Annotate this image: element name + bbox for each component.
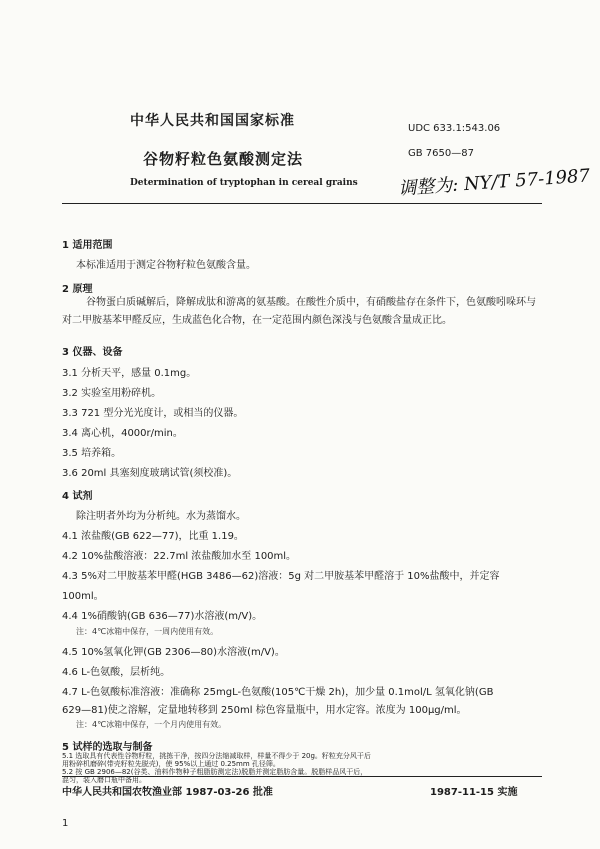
section-5-body <box>62 752 542 784</box>
section-4-title: 4 试剂 <box>62 491 93 502</box>
list-item: 3.1 分析天平，感量 0.1mg。 <box>62 368 197 379</box>
section-3-title: 3 仪器、设备 <box>62 347 123 358</box>
reagent-4-1: 4.1 浓盐酸(GB 622—77)，比重 1.19。 <box>62 531 244 542</box>
prep-5-2: 5.2 按 GB 2906—82(谷类、油料作物种子粗脂肪测定法)脱脂并测定脂肪含量。脱脂样品风干后， <box>62 768 368 776</box>
section-5-title: 5 试样的选取与制备 <box>62 742 153 753</box>
implementation-date: 1987-11-15 实施 <box>430 787 518 798</box>
document-title: 谷物籽粒色氨酸测定法 <box>143 150 304 168</box>
reagent-4-3: 4.3 5%对二甲胺基苯甲醛(HGB 3486—62)溶液：5g 对二甲胺基苯甲醛溶于 10%盐酸中，并定容 <box>62 571 500 582</box>
udc-code: UDC 633.1:543.06 <box>408 123 501 134</box>
list-item: 3.6 20ml 具塞刻度玻璃试管(须校准)。 <box>62 468 238 479</box>
section-1-text: 本标准适用于测定谷物籽粒色氨酸含量。 <box>76 260 256 271</box>
prep-5-2-cont: 混匀，装入磨口瓶中备用。 <box>62 776 146 784</box>
reagent-4-6: 4.6 L-色氨酸，层析纯。 <box>62 667 171 678</box>
reagent-4-5: 4.5 10%氢氧化钾(GB 2306—80)水溶液(m/V)。 <box>62 647 285 658</box>
page-number: 1 <box>62 818 69 829</box>
section-1-title: 1 适用范围 <box>62 240 113 251</box>
section-4-intro: 除注明者外均为分析纯。水为蒸馏水。 <box>76 511 246 522</box>
reagent-4-2: 4.2 10%盐酸溶液：22.7ml 浓盐酸加水至 100ml。 <box>62 551 297 562</box>
section-2-title: 2 原理 <box>62 284 93 295</box>
prep-5-1-cont: 用粉碎机磨碎(带壳籽粒先脱壳)，使 95%以上通过 0.25mm 孔径筛。 <box>62 760 280 768</box>
document-title-english: Determination of tryptophan in cereal grains <box>130 178 358 188</box>
gb-number: GB 7650—87 <box>408 148 474 159</box>
list-item: 3.2 实验室用粉碎机。 <box>62 388 162 399</box>
approval-line: 中华人民共和国农牧渔业部 1987-03-26 批准 <box>62 787 273 798</box>
top-divider <box>62 203 542 204</box>
prep-5-1: 5.1 选取具有代表性谷物籽粒，挑拣干净，按四分法缩减取样，样量不得少于 20g。籽粒充分风干后 <box>62 752 371 760</box>
handwritten-annotation: 调整为: NY/T 57-1987 <box>397 165 591 200</box>
list-item: 3.3 721 型分光光度计，或相当的仪器。 <box>62 408 244 419</box>
national-standard-heading: 中华人民共和国国家标准 <box>130 113 295 129</box>
section-2-text: 谷物蛋白质碱解后，降解成肽和游离的氨基酸。在酸性介质中，有硝酸盐存在条件下，色氨酸吲哚环与对二甲胺基苯甲醛反应，生成蓝色化合物，在一定范围内颜色深浅与色氨酸含量成正比。 <box>62 297 536 326</box>
reagent-4-7: 4.7 L-色氨酸标准溶液：准确称 25mgL-色氨酸(105℃干燥 2h)，加少量 0.1mol/L 氢氧化钠(GB <box>62 687 494 698</box>
reagent-4-4: 4.4 1%硝酸钠(GB 636—77)水溶液(m/V)。 <box>62 611 263 622</box>
reagent-4-4-note: 注：4℃冰箱中保存，一周内使用有效。 <box>76 627 219 636</box>
reagent-4-7-cont: 629—81)使之溶解，定量地转移到 250ml 棕色容量瓶中，用水定容。浓度为 100μg/ml。 <box>62 705 467 716</box>
list-item: 3.4 离心机，4000r/min。 <box>62 428 183 439</box>
list-item: 3.5 培养箱。 <box>62 448 122 459</box>
reagent-4-3-cont: 100ml。 <box>62 591 104 602</box>
reagent-4-7-note: 注：4℃冰箱中保存，一个月内使用有效。 <box>76 720 227 729</box>
